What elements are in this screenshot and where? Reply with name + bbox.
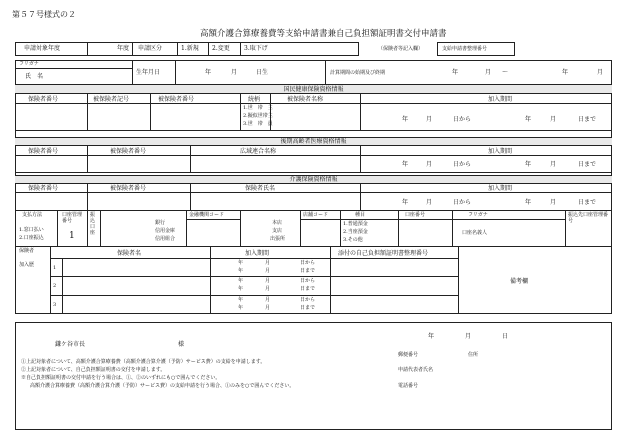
year-unit: 年度 [117, 45, 130, 52]
hist1-to-year: 年 [238, 268, 244, 274]
hist3-to-month: 月 [265, 305, 271, 311]
representative-label: 申請代表者氏名 [398, 367, 434, 373]
nhi-to-day: 日まで [578, 116, 597, 123]
transfer-account-label: 振込口座 [90, 212, 96, 236]
footer-date-day: 日 [502, 333, 509, 340]
care-to-year: 年 [525, 199, 532, 206]
payment-method-label: 支払方法 [22, 212, 43, 218]
option-withdraw[interactable]: 3.取下げ [244, 45, 268, 52]
care-section-title: 介護保険資格情報 [289, 176, 338, 183]
care-insured-no-header: 被保険者番号 [110, 185, 147, 192]
nhi-insurer-no-header: 保険者番号 [28, 96, 59, 103]
honorific: 様 [178, 341, 185, 348]
care-from-month: 月 [426, 199, 433, 206]
period-month2-unit: 月 [597, 69, 604, 76]
insurer-period-header: 加入期間 [245, 250, 270, 257]
name-label: 氏 名 [25, 73, 44, 80]
elderly-section-title: 後期高齢者医療資格情報 [280, 138, 347, 145]
bank-type-shinkin: 信用金庫 [155, 228, 176, 234]
dob-month-unit: 月 [231, 69, 238, 76]
nhi-from-day: 日から [453, 116, 472, 123]
period-label: 計算期間の始期及び終期 [330, 70, 386, 76]
history-row-2: 2 [53, 283, 57, 289]
option-change[interactable]: 2.変更 [212, 45, 230, 52]
form-title: 高額介護合算療養費等支給申請書兼自己負担額証明書交付申請書 [200, 29, 447, 39]
dob-year-unit: 年 [205, 69, 212, 76]
nhi-name-header: 被保険者名称 [287, 96, 324, 103]
period-tilde: ～ [502, 69, 509, 76]
insurer-name-header: 保険者名 [117, 250, 142, 257]
hist1-to-day: 日まで [300, 268, 316, 274]
history-row-3: 3 [53, 302, 57, 308]
branch-branch: 支店 [272, 228, 283, 234]
hist3-to-year: 年 [238, 305, 244, 311]
hist3-from-day: 日から [300, 297, 316, 303]
elderly-to-year: 年 [525, 161, 532, 168]
holder-label: 口座名義人 [462, 230, 488, 236]
statement-2: ②上記対象者について、自己負担額証明書の交付を申請します。 [21, 367, 166, 373]
target-year-label: 申請対象年度 [24, 45, 61, 52]
postal-label: 郵便番号 [398, 352, 419, 358]
hist2-to-year: 年 [238, 286, 244, 292]
branch-code-label: 店舗コード [303, 212, 329, 218]
type-option-checking[interactable]: 2.当座預金 [343, 229, 368, 235]
hist2-to-day: 日まで [300, 286, 316, 292]
statement-1: ①上記対象者について、高額介護合算療養費（高額介護合算介護（予防）サービス費）の支給を申請します。 [21, 359, 266, 365]
dob-label: 生年月日 [136, 69, 161, 76]
payment-method-value[interactable]: 1 [69, 231, 75, 241]
statement-note: ※自己負担額証明書の交付申請を行う場合は、①、②のいずれにも○で囲んでください。 [21, 375, 221, 381]
nhi-from-year: 年 [402, 116, 409, 123]
elderly-period-header: 加入期間 [488, 148, 513, 155]
branch-main: 本店 [272, 220, 283, 226]
dob-day-unit: 日生 [256, 69, 269, 76]
bank-code-label: 金融機関コード [189, 212, 225, 218]
hist2-from-year: 年 [238, 278, 244, 284]
elderly-union-header: 広域連合名称 [240, 148, 277, 155]
hist3-to-day: 日まで [300, 305, 316, 311]
hist1-from-year: 年 [238, 260, 244, 266]
nhi-from-month: 月 [426, 116, 433, 123]
hist2-from-day: 日から [300, 278, 316, 284]
holder-furigana-label: フリガナ [468, 212, 488, 218]
account-no-label: 口座番号 [405, 212, 426, 218]
join-history-label: 加入歴 [19, 262, 35, 268]
history-row-1: 1 [53, 265, 57, 271]
hist1-from-day: 日から [300, 260, 316, 266]
care-insurer-no-header: 保険者番号 [28, 185, 59, 192]
account-type-label: 種目 [355, 212, 366, 218]
insurer-note: （保険者等記入欄） [378, 46, 424, 52]
care-from-day: 日から [453, 199, 472, 206]
elderly-from-month: 月 [426, 161, 433, 168]
hist3-from-month: 月 [265, 297, 271, 303]
elderly-to-month: 月 [550, 161, 557, 168]
nhi-insured-symbol-header: 被保険者記号 [93, 96, 130, 103]
statement-note-2: 高額介護合算療養費（高額介護合算介護（予防）サービス費）の支給申請を行う場合、①のみを○で囲んでください。 [30, 383, 295, 389]
period-year-unit: 年 [452, 69, 459, 76]
addressee: 鎌ケ谷市長 [55, 341, 86, 348]
category-label: 申請区分 [138, 45, 163, 52]
footer-date-month: 月 [465, 333, 472, 340]
cert-number-header: 添付の自己負担額証明書整理番号 [338, 250, 429, 257]
payment-option-window[interactable]: 1.窓口払い [19, 227, 44, 233]
care-period-header: 加入期間 [488, 185, 513, 192]
bank-type-kumiai: 信用組合 [155, 236, 176, 242]
address-label: 住所 [468, 352, 479, 358]
bank-label: 銀行 [155, 220, 166, 226]
type-option-other[interactable]: 3.その他 [343, 237, 363, 243]
care-from-year: 年 [402, 199, 409, 206]
nhi-period-header: 加入期間 [488, 96, 513, 103]
hist1-from-month: 月 [265, 260, 271, 266]
elderly-insured-no-header: 被保険者番号 [110, 148, 147, 155]
footer-date-year: 年 [428, 333, 435, 340]
insurer-left-label: 保険者 [19, 248, 35, 254]
nhi-section-title: 国民健康保険資格情報 [283, 86, 344, 93]
support-number-label: 支給申請書整理番号 [442, 46, 488, 52]
payment-option-transfer[interactable]: 2.口座振込 [19, 235, 44, 241]
form-number: 第５７号様式の２ [12, 10, 76, 19]
account-mgmt-label: 口座管理番号 [62, 212, 83, 224]
period-year2-unit: 年 [562, 69, 569, 76]
hist3-from-year: 年 [238, 297, 244, 303]
nhi-to-month: 月 [550, 116, 557, 123]
period-month-unit: 月 [485, 69, 492, 76]
elderly-from-day: 日から [453, 161, 472, 168]
nhi-to-year: 年 [525, 116, 532, 123]
hist2-to-month: 月 [265, 286, 271, 292]
care-name-header: 保険者氏名 [245, 185, 276, 192]
dest-account-label: 振込先口座管理番号 [568, 212, 609, 224]
relation-option-3[interactable]: 3.世 帯 員 [243, 121, 273, 127]
relation-option-1[interactable]: 1.世 帯 主 [243, 105, 273, 111]
phone-label: 電話番号 [398, 383, 419, 389]
relation-option-2[interactable]: 2.擬似世帯主 [243, 113, 273, 119]
furigana-label: フリガナ [19, 61, 39, 67]
option-new[interactable]: 1.新規 [181, 45, 199, 52]
care-to-month: 月 [550, 199, 557, 206]
hist2-from-month: 月 [265, 278, 271, 284]
elderly-insurer-no-header: 保険者番号 [28, 148, 59, 155]
elderly-from-year: 年 [402, 161, 409, 168]
care-to-day: 日まで [578, 199, 597, 206]
elderly-to-day: 日まで [578, 161, 597, 168]
nhi-insured-no-header: 被保険者番号 [158, 96, 195, 103]
nhi-relation-header: 続柄 [248, 96, 261, 103]
hist1-to-month: 月 [265, 268, 271, 274]
type-option-savings[interactable]: 1.普通預金 [343, 221, 368, 227]
remarks-label: 備考欄 [510, 278, 529, 285]
branch-office: 出張所 [270, 236, 286, 242]
